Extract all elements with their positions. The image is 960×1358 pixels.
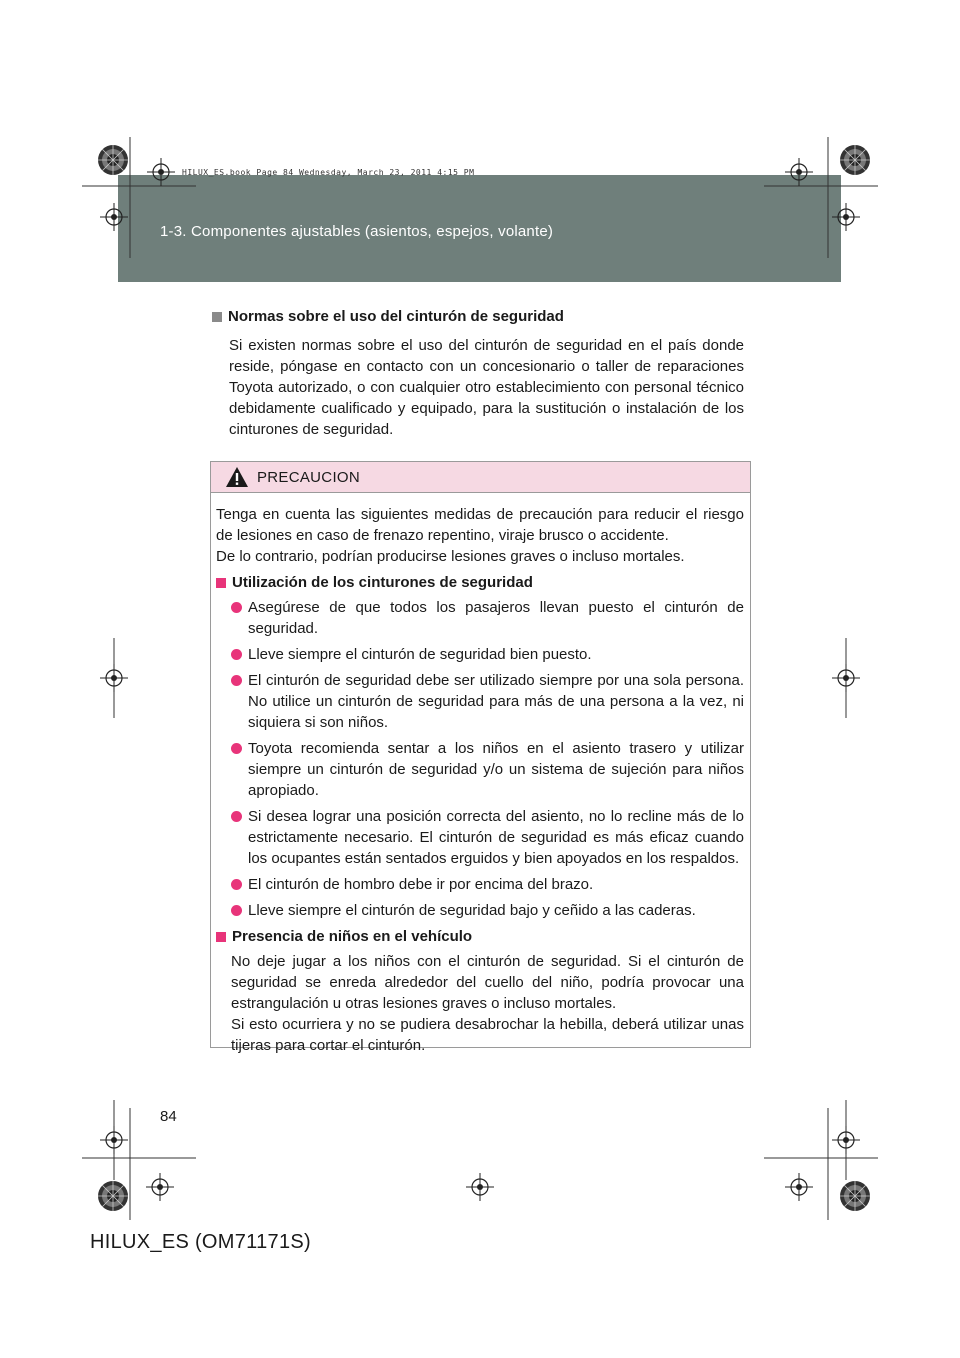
list-item-text: El cinturón de seguridad debe ser utilizado siempre por una sola persona. No utilice un cinturón de seguridad para más de una persona a la vez, ni siquiera si son niños. (248, 672, 744, 731)
square-bullet-icon (216, 932, 226, 942)
section-heading (212, 308, 744, 325)
list-item (231, 874, 744, 895)
warning-triangle-icon (225, 466, 249, 488)
page-header-band (118, 175, 841, 282)
list-item-text: El cinturón de hombro debe ir por encima del brazo. (248, 876, 594, 893)
caution-header (211, 462, 750, 493)
section-body-text: Si existen normas sobre el uso del cinturón de seguridad en el país donde reside, póngase en contacto con un concesionario o taller de reparaciones Toyota autorizado, o con cualquier otro establecimiento con personal técnico debidamente cualificado y equipado, para la sustitución o instalación de los cinturones de seguridad. (229, 337, 744, 438)
circle-bullet-icon (231, 675, 242, 686)
crosshair-icon (832, 1126, 860, 1154)
registration-target-icon (98, 145, 128, 175)
page-number: 84 (160, 1108, 177, 1125)
caution-box (210, 461, 751, 1054)
section-heading-text: Normas sobre el uso del cinturón de seguridad (228, 308, 564, 325)
subheading-text: Utilización de los cinturones de seguridad (232, 574, 533, 591)
list-item (231, 806, 744, 869)
circle-bullet-icon (231, 602, 242, 613)
circle-bullet-icon (231, 649, 242, 660)
list-item-text: Lleve siempre el cinturón de seguridad bajo y ceñido a las caderas. (248, 902, 696, 919)
caution-body (211, 493, 750, 1056)
circle-bullet-icon (231, 811, 242, 822)
caution-subheading-seatbelt-use (216, 572, 744, 593)
caution-bullet-list (216, 597, 744, 921)
square-bullet-icon (212, 312, 222, 322)
seatbelt-rules-section (212, 308, 744, 440)
list-item (231, 670, 744, 733)
caution-title: PRECAUCION (257, 468, 361, 486)
list-item-text: Asegúrese de que todos los pasajeros llevan puesto el cinturón de seguridad. (248, 599, 744, 637)
registration-target-icon (840, 145, 870, 175)
caution-intro-2: De lo contrario, podrían producirse lesiones graves o incluso mortales. (216, 548, 685, 565)
circle-bullet-icon (231, 879, 242, 890)
list-item-text: Lleve siempre el cinturón de seguridad bien puesto. (248, 646, 592, 663)
crosshair-icon (466, 1173, 494, 1201)
caution-subheading-children (216, 926, 744, 947)
registration-target-icon (98, 1181, 128, 1211)
list-item (231, 597, 744, 639)
caution-intro: Tenga en cuenta las siguientes medidas de precaución para reducir el riesgo de lesiones en caso de frenazo repentino, viraje brusco o accidente. (216, 506, 744, 544)
crosshair-icon (100, 1126, 128, 1154)
children-text-2: Si esto ocurriera y no se pudiera desabrochar la hebilla, deberá utilizar unas tijeras para cortar el cinturón. (231, 1016, 744, 1054)
list-item (231, 738, 744, 801)
circle-bullet-icon (231, 905, 242, 916)
square-bullet-icon (216, 578, 226, 588)
footer-code: HILUX_ES (OM71171S) (90, 1231, 311, 1253)
print-stamp: HILUX_ES.book Page 84 Wednesday, March 23, 2011 4:15 PM (182, 168, 475, 177)
crosshair-icon (785, 1173, 813, 1201)
children-text-1: No deje jugar a los niños con el cinturón de seguridad. Si el cinturón de seguridad se enreda alrededor del cuello del niño, podría provocar una estrangulación u otras lesiones graves o incluso mortales. (231, 953, 744, 1012)
list-item (231, 644, 744, 665)
registration-target-icon (840, 1181, 870, 1211)
list-item-text: Toyota recomienda sentar a los niños en el asiento trasero y utilizar siempre un cinturón de seguridad y/o un sistema de sujeción para niños apropiado. (248, 740, 744, 799)
crosshair-icon (100, 664, 128, 692)
crosshair-icon (832, 664, 860, 692)
subheading-text: Presencia de niños en el vehículo (232, 928, 473, 945)
list-item (231, 900, 744, 921)
list-item-text: Si desea lograr una posición correcta del asiento, no lo recline más de lo estrictamente necesario. El cinturón de seguridad es más eficaz cuando los ocupantes están sentados erguidos y bien apoyados en los respaldos. (248, 808, 744, 867)
crosshair-icon (146, 1173, 174, 1201)
circle-bullet-icon (231, 743, 242, 754)
section-title: 1-3. Componentes ajustables (asientos, espejos, volante) (160, 223, 554, 240)
